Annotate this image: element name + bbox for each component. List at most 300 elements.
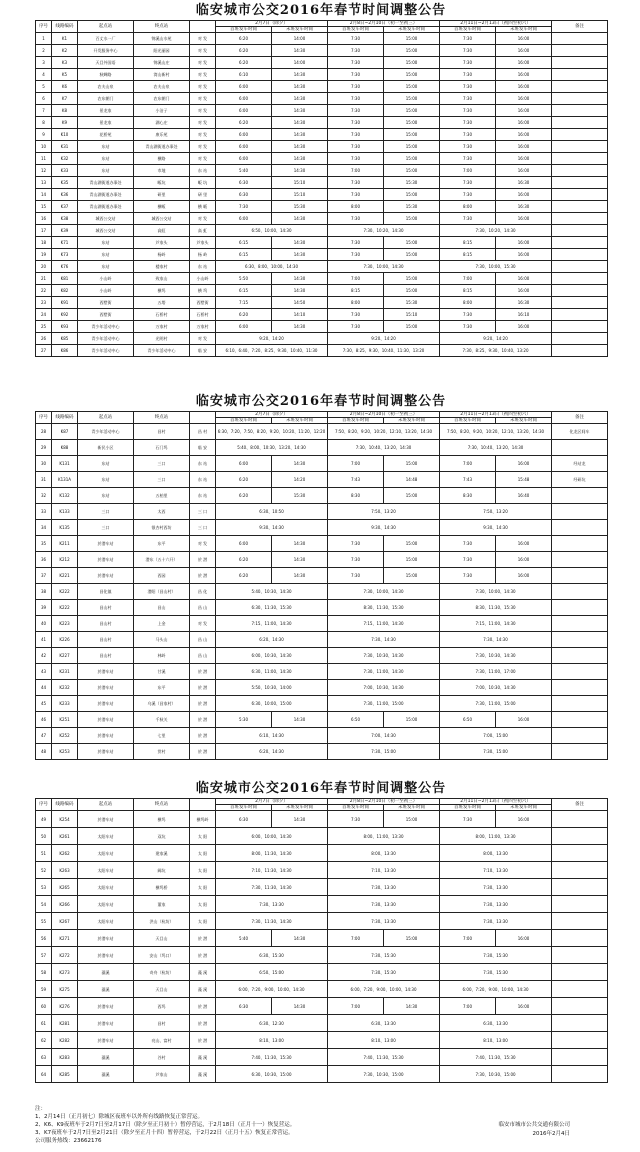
departure-times: 6:30、13:30 [328,1015,440,1032]
end-stop: 董家 [134,896,190,913]
departure-times: 9:20、14:20 [328,333,440,345]
remark [552,1066,608,1083]
departure-times: 7:30、10:30、15:00 [440,1066,552,1083]
end-stop: 昌村 [134,424,190,440]
col-header-last-bus: 末班发车时间 [272,805,328,811]
last-bus-time: 14:30 [272,81,328,93]
notice-title: 临安城市公交2016年春节时间调整公告 [195,3,447,18]
departure-times: 7:50、13:20 [328,504,440,520]
end-stop: 青少年活动中心 [134,345,190,357]
first-bus-time: 7:00 [328,456,384,472]
start-stop: 昌山村 [78,648,134,664]
direction: 太 阳 [190,896,216,913]
start-stop: 东站 [78,237,134,249]
table-row [36,998,608,1015]
col-header-route: 线路编码 [52,799,78,811]
table-row [36,728,608,744]
col-header-start: 起点站 [78,799,134,811]
row-number: 8 [36,117,52,129]
route-code: K92 [52,309,78,321]
route-code: K36 [52,189,78,201]
table-row [36,536,608,552]
first-bus-time: 7:00 [440,273,496,285]
first-bus-time: 7:30 [440,141,496,153]
last-bus-time: 16:00 [496,811,552,828]
first-bus-time: 8:15 [440,285,496,297]
direction: 对 发 [190,33,216,45]
remark [552,237,608,249]
row-number: 33 [36,504,52,520]
first-bus-time: 7:30 [440,309,496,321]
row-number: 53 [36,879,52,896]
first-bus-time: 7:00 [328,930,384,947]
first-bus-time: 7:00 [328,165,384,177]
departure-times: 9:20、14:20 [440,333,552,345]
start-stop: 秋蝉路 [78,69,134,81]
first-bus-time: 7:30 [440,69,496,81]
first-bus-time: 6:00 [216,141,272,153]
departure-times: 7:10、13:30 [328,862,440,879]
departure-times: 7:30、10:00、14:30 [328,584,440,600]
start-stop: 於潜车站 [78,744,134,760]
direction: 杨 岭 [190,249,216,261]
remark [552,680,608,696]
remark [552,632,608,648]
row-number: 11 [36,153,52,165]
last-bus-time: 16:00 [496,273,552,285]
last-bus-time: 15:00 [384,488,440,504]
end-stop: 马头山 [134,632,190,648]
departure-times: 5:40、10:30、14:30 [216,584,328,600]
first-bus-time: 6:15 [216,249,272,261]
start-stop: 东站 [78,141,134,153]
last-bus-time: 14:30 [272,69,328,81]
table-row [36,947,608,964]
first-bus-time: 7:30 [440,117,496,129]
row-number: 16 [36,213,52,225]
route-code: K223 [52,616,78,632]
first-bus-time: 7:30 [440,57,496,69]
start-stop: 开发服务中心 [78,45,134,57]
remark [552,129,608,141]
route-code: K221 [52,568,78,584]
first-bus-time: 8:30 [328,488,384,504]
last-bus-time: 14:30 [272,998,328,1015]
table-row [36,1049,608,1066]
end-stop: 农夫山泉 [134,81,190,93]
timetable-section-2 [35,393,607,760]
table-row [36,57,608,69]
direction: 昌 山 [190,648,216,664]
direction: 三 口 [190,504,216,520]
remark [552,648,608,664]
row-number: 63 [36,1049,52,1066]
last-bus-time: 14:30 [384,998,440,1015]
row-number: 52 [36,862,52,879]
col-header-period1: 2月7日（除夕） [216,799,328,805]
first-bus-time: 7:30 [328,117,384,129]
row-number: 62 [36,1032,52,1049]
direction: 对 发 [190,153,216,165]
last-bus-time: 16:00 [496,141,552,153]
direction: 昌 村 [190,424,216,440]
timetable [35,798,608,1083]
first-bus-time: 5:30 [216,712,272,728]
end-stop: 千秋关 [134,712,190,728]
departure-times: 6:30、10:00、15:00 [216,696,328,712]
table-row [36,321,608,333]
last-bus-time: 15:30 [384,297,440,309]
route-code: K282 [52,1032,78,1049]
timetable-section-3 [35,780,607,1083]
end-stop: 七里 [134,728,190,744]
route-code: K33 [52,165,78,177]
first-bus-time: 6:15 [216,285,272,297]
departure-times: 8:10、13:00 [216,1032,328,1049]
last-bus-time: 15:00 [384,285,440,297]
direction: 东 站 [190,488,216,504]
table-row [36,261,608,273]
company-name: 临安市城市公共交通有限公司 [498,1122,570,1128]
remark [552,1015,608,1032]
departure-times: 7:30、11:30、14:30 [216,913,328,930]
direction: 太 阳 [190,845,216,862]
first-bus-time: 7:30 [328,568,384,584]
route-code: K3 [52,57,78,69]
last-bus-time: 15:00 [384,189,440,201]
departure-times: 7:30、10:00、14:30 [328,261,440,273]
remark [552,913,608,930]
table-row [36,249,608,261]
first-bus-time: 7:15 [216,297,272,309]
end-stop: 光明村 [134,333,190,345]
row-number: 50 [36,828,52,845]
first-bus-time: 7:30 [440,153,496,165]
end-stop: 楼家村 [134,261,190,273]
start-stop: 於潜车站 [78,811,134,828]
last-bus-time: 14:30 [272,273,328,285]
table-row [36,189,608,201]
table-row [36,297,608,309]
last-bus-time: 14:30 [272,141,328,153]
remark [552,964,608,981]
last-bus-time: 16:30 [496,201,552,213]
row-number: 34 [36,520,52,536]
end-stop: 安山（坞口） [134,947,190,964]
end-stop: 三口 [134,472,190,488]
last-bus-time: 14:30 [272,568,328,584]
departure-times: 6:30、11:30、15:30 [216,600,328,616]
end-stop: 青山湖街道办事处 [134,141,190,153]
last-bus-time: 16:30 [496,177,552,189]
route-code: K131A [52,472,78,488]
end-stop: 东平 [134,680,190,696]
departure-times: 6:00、7:20、9:00、10:00、14:30 [440,981,552,998]
end-stop: 乌溪（昌家村） [134,696,190,712]
col-header-last-bus: 末班发车时间 [384,27,440,33]
route-code: K226 [52,632,78,648]
route-code: K71 [52,237,78,249]
route-code: K211 [52,536,78,552]
remark [552,828,608,845]
col-header-start: 起点站 [78,412,134,424]
remark [552,33,608,45]
start-stop: 小山岭 [78,285,134,297]
route-code: K222 [52,600,78,616]
departure-times: 6:30、10:50 [216,504,328,520]
end-stop: 畈坑 [134,177,190,189]
last-bus-time: 15:00 [384,552,440,568]
first-bus-time: 7:30 [440,177,496,189]
departure-times: 7:50、8:20、9:20、10:20、12:10、13:20、14:30 [328,424,440,440]
row-number: 48 [36,744,52,760]
end-stop: 亮山、富村 [134,1032,190,1049]
row-number: 38 [36,584,52,600]
first-bus-time: 7:30 [328,153,384,165]
end-stop: 昌山 [134,600,190,616]
table-row [36,93,608,105]
start-stop: 东站 [78,165,134,177]
route-code: K281 [52,1015,78,1032]
last-bus-time: 16:00 [496,285,552,297]
last-bus-time: 14:30 [272,129,328,141]
direction: 太 阳 [190,862,216,879]
remark [552,1049,608,1066]
col-header-period1: 2月7日（除夕） [216,21,328,27]
direction: 畈 坑 [190,177,216,189]
departure-times: 7:30、10:20、14:30 [440,225,552,237]
note-item: 2、K6、K9夜班车于2月7日至2月17日（除夕至正月初十）暂停营运，于2月18日（正月十一）恢复营运。 [35,1122,296,1128]
start-stop: 新民小区 [78,440,134,456]
start-stop: 城西公交站 [78,225,134,237]
row-number: 12 [36,165,52,177]
first-bus-time: 7:00 [440,998,496,1015]
row-number: 4 [36,69,52,81]
end-stop: 西园 [134,568,190,584]
col-header-last-bus: 末班发车时间 [496,418,552,424]
route-code: K8 [52,105,78,117]
last-bus-time: 15:00 [384,69,440,81]
start-stop: 三口 [78,504,134,520]
first-bus-time: 6:15 [216,237,272,249]
departure-times: 8:30、11:30、15:30 [328,600,440,616]
start-stop: 於潜车站 [78,536,134,552]
col-header-start: 起点站 [78,21,134,33]
first-bus-time: 7:30 [440,536,496,552]
departure-times: 7:30、13:30 [440,913,552,930]
first-bus-time: 6:00 [216,129,272,141]
end-stop: 双坑 [134,828,190,845]
departure-times: 6:30、12:30 [216,1015,328,1032]
last-bus-time: 15:00 [384,249,440,261]
remark [552,309,608,321]
remark [552,57,608,69]
direction: 临 安 [190,345,216,357]
start-stop: 昌山村 [78,632,134,648]
direction: 於 潜 [190,744,216,760]
route-code: K212 [52,552,78,568]
route-code: K76 [52,261,78,273]
last-bus-time: 15:00 [384,129,440,141]
start-stop: 青山湖街道办事处 [78,201,134,213]
first-bus-time: 7:30 [440,321,496,333]
row-number: 49 [36,811,52,828]
last-bus-time: 15:00 [384,213,440,225]
route-code: K222 [52,584,78,600]
start-stop: 於潜车站 [78,930,134,947]
first-bus-time: 7:30 [440,81,496,93]
row-number: 32 [36,488,52,504]
route-code: K275 [52,981,78,998]
route-code: K272 [52,947,78,964]
remark [552,345,608,357]
remark [552,105,608,117]
first-bus-time: 7:43 [440,472,496,488]
last-bus-time: 14:20 [272,472,328,488]
first-bus-time: 7:30 [440,552,496,568]
col-header-period2: 2月8日~2月10日（初一至初三） [328,21,440,27]
route-code: K39 [52,225,78,237]
remark [552,261,608,273]
last-bus-time: 16:00 [496,456,552,472]
end-stop: 石桥村 [134,309,190,321]
last-bus-time: 16:00 [496,153,552,165]
remark [552,981,608,998]
first-bus-time: 7:00 [328,998,384,1015]
departure-times: 7:40、11:30、15:30 [216,1049,328,1066]
table-row [36,680,608,696]
departure-times: 7:30、11:00、15:00 [440,696,552,712]
first-bus-time: 7:30 [440,189,496,201]
row-number: 25 [36,321,52,333]
first-bus-time: 6:20 [216,45,272,57]
last-bus-time: 16:00 [496,552,552,568]
table-row [36,456,608,472]
remark [552,947,608,964]
first-bus-time: 7:43 [328,472,384,488]
col-header-dir [190,799,216,811]
row-number: 64 [36,1066,52,1083]
table-row [36,213,608,225]
last-bus-time: 15:00 [384,811,440,828]
table-row [36,225,608,237]
first-bus-time: 6:30 [216,998,272,1015]
direction: 昌 山 [190,632,216,648]
row-number: 40 [36,616,52,632]
row-number: 41 [36,632,52,648]
start-stop: 於潜车站 [78,712,134,728]
route-code: K251 [52,712,78,728]
col-header-last-bus: 末班发车时间 [384,805,440,811]
departure-times: 6:30、7:20、7:50、8:20、9:20、10:20、11:20、12:20 [216,424,328,440]
row-number: 30 [36,456,52,472]
departure-times: 6:00、7:20、9:00、10:00、14:30 [328,981,440,998]
table-row [36,1066,608,1083]
remark [552,811,608,828]
departure-times: 8:00、11:30、14:30 [216,845,328,862]
last-bus-time: 15:30 [384,201,440,213]
col-header-first-bus: 首班发车时间 [216,27,272,33]
route-code: K285 [52,1066,78,1083]
last-bus-time: 14:30 [272,105,328,117]
table-row [36,165,608,177]
first-bus-time: 8:00 [440,201,496,213]
row-number: 2 [36,45,52,57]
col-header-first-bus: 首班发车时间 [328,418,384,424]
col-header-num: 序号 [36,412,52,424]
end-stop: 横坞桥 [134,879,190,896]
last-bus-time: 16:00 [496,57,552,69]
table-row [36,117,608,129]
remark [552,879,608,896]
row-number: 37 [36,568,52,584]
col-header-remarks: 备注 [552,21,608,33]
first-bus-time: 6:20 [216,488,272,504]
remark [552,568,608,584]
last-bus-time: 15:00 [384,712,440,728]
route-code: K2 [52,45,78,57]
remark [552,273,608,285]
route-code: K37 [52,201,78,213]
remark [552,712,608,728]
last-bus-time: 15:00 [384,165,440,177]
first-bus-time: 6:00 [216,213,272,225]
departure-times: 9:30、14:30 [440,520,552,536]
direction: 对 发 [190,117,216,129]
col-header-first-bus: 首班发车时间 [440,805,496,811]
direction: 西墅街 [190,297,216,309]
remark [552,225,608,237]
end-stop: 潜东（五十六开） [134,552,190,568]
last-bus-time: 16:00 [496,81,552,93]
first-bus-time: 7:30 [328,552,384,568]
direction: 太 阳 [190,828,216,845]
departure-times: 7:15、11:00、14:30 [328,616,440,632]
timetable-section-1 [35,2,607,357]
row-number: 10 [36,141,52,153]
remark [552,45,608,57]
first-bus-time: 7:30 [328,189,384,201]
remark: 经站龙 [552,456,608,472]
row-number: 43 [36,664,52,680]
last-bus-time: 14:50 [272,297,328,309]
last-bus-time: 16:00 [496,237,552,249]
first-bus-time: 6:00 [216,321,272,333]
start-stop: 青山湖街道办事处 [78,189,134,201]
row-number: 5 [36,81,52,93]
remark [552,440,608,456]
remark [552,141,608,153]
departure-times: 7:30、13:30 [328,879,440,896]
departure-times: 6:30、8:00、10:00、14:30 [216,261,328,273]
col-header-last-bus: 末班发车时间 [496,805,552,811]
departure-times: 7:30、15:30 [328,964,440,981]
table-row [36,504,608,520]
table-row [36,616,608,632]
end-stop: 五柏里 [134,488,190,504]
first-bus-time: 7:30 [440,33,496,45]
remark [552,616,608,632]
first-bus-time: 8:15 [328,285,384,297]
last-bus-time: 14:30 [272,213,328,225]
direction: 於 潜 [190,712,216,728]
route-code: K263 [52,862,78,879]
col-header-end: 终点站 [134,21,190,33]
direction: 芦家头 [190,237,216,249]
direction: 於 潜 [190,947,216,964]
start-stop: 昌化镇 [78,584,134,600]
row-number: 61 [36,1015,52,1032]
